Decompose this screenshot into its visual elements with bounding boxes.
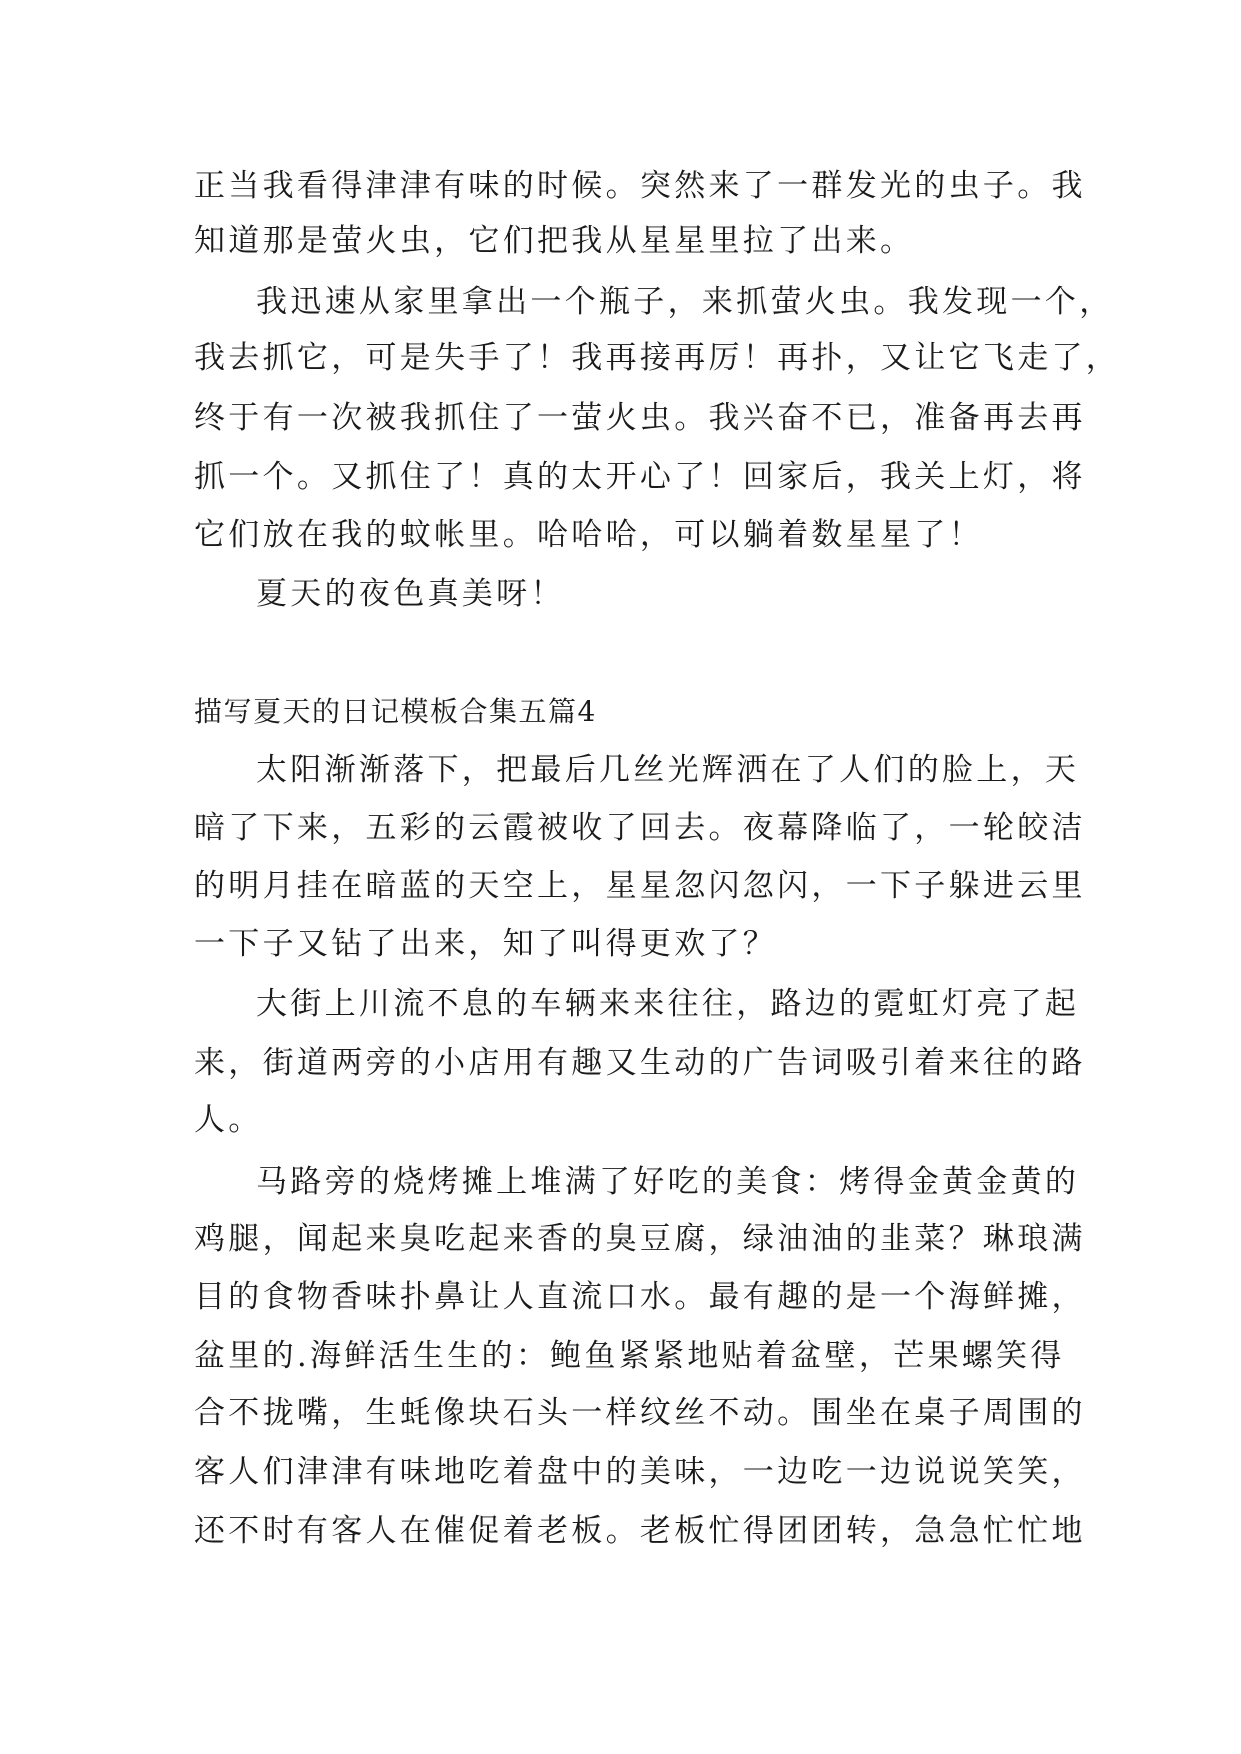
- text-line: 抓一个。又抓住了！真的太开心了！回家后，我关上灯，将: [194, 459, 1086, 495]
- text-line: 知道那是萤火虫，它们把我从星星里拉了出来。: [194, 223, 915, 259]
- text-line: 马路旁的烧烤摊上堆满了好吃的美食：烤得金黄金黄的: [256, 1164, 1080, 1200]
- text-line: 夏天的夜色真美呀！: [256, 576, 565, 612]
- section-heading: 描写夏天的日记模板合集五篇4: [194, 695, 597, 728]
- text-line: 合不拢嘴，生蚝像块石头一样纹丝不动。围坐在桌子周围的: [194, 1395, 1086, 1431]
- text-line: 一下子又钻了出来，知了叫得更欢了？: [194, 926, 778, 962]
- text-line: 盆里的.海鲜活生生的：鲍鱼紧紧地贴着盆壁，芒果螺笑得: [194, 1338, 1065, 1374]
- text-line: 暗了下来，五彩的云霞被收了回去。夜幕降临了，一轮皎洁: [194, 810, 1086, 846]
- text-line: 客人们津津有味地吃着盘中的美味，一边吃一边说说笑笑，: [194, 1454, 1086, 1490]
- text-line: 来，街道两旁的小店用有趣又生动的广告词吸引着来往的路: [194, 1045, 1086, 1081]
- text-line: 还不时有客人在催促着老板。老板忙得团团转，急急忙忙地: [194, 1513, 1086, 1549]
- text-line: 它们放在我的蚊帐里。哈哈哈，可以躺着数星星了！: [194, 517, 983, 553]
- text-line: 终于有一次被我抓住了一萤火虫。我兴奋不已，准备再去再: [194, 400, 1086, 436]
- text-line: 鸡腿，闻起来臭吃起来香的臭豆腐，绿油油的韭菜？琳琅满: [194, 1221, 1086, 1257]
- text-line: 我去抓它，可是失手了！我再接再厉！再扑，又让它飞走了，: [194, 340, 1121, 376]
- text-line: 太阳渐渐落下，把最后几丝光辉洒在了人们的脸上，天: [256, 752, 1080, 788]
- text-line: 我迅速从家里拿出一个瓶子，来抓萤火虫。我发现一个，: [256, 284, 1114, 320]
- text-line: 人。: [194, 1102, 263, 1138]
- text-line: 正当我看得津津有味的时候。突然来了一群发光的虫子。我: [194, 168, 1086, 204]
- text-line: 大街上川流不息的车辆来来往往，路边的霓虹灯亮了起: [256, 986, 1080, 1022]
- text-line: 的明月挂在暗蓝的天空上，星星忽闪忽闪，一下子躲进云里: [194, 868, 1086, 904]
- text-line: 目的食物香味扑鼻让人直流口水。最有趣的是一个海鲜摊，: [194, 1279, 1086, 1315]
